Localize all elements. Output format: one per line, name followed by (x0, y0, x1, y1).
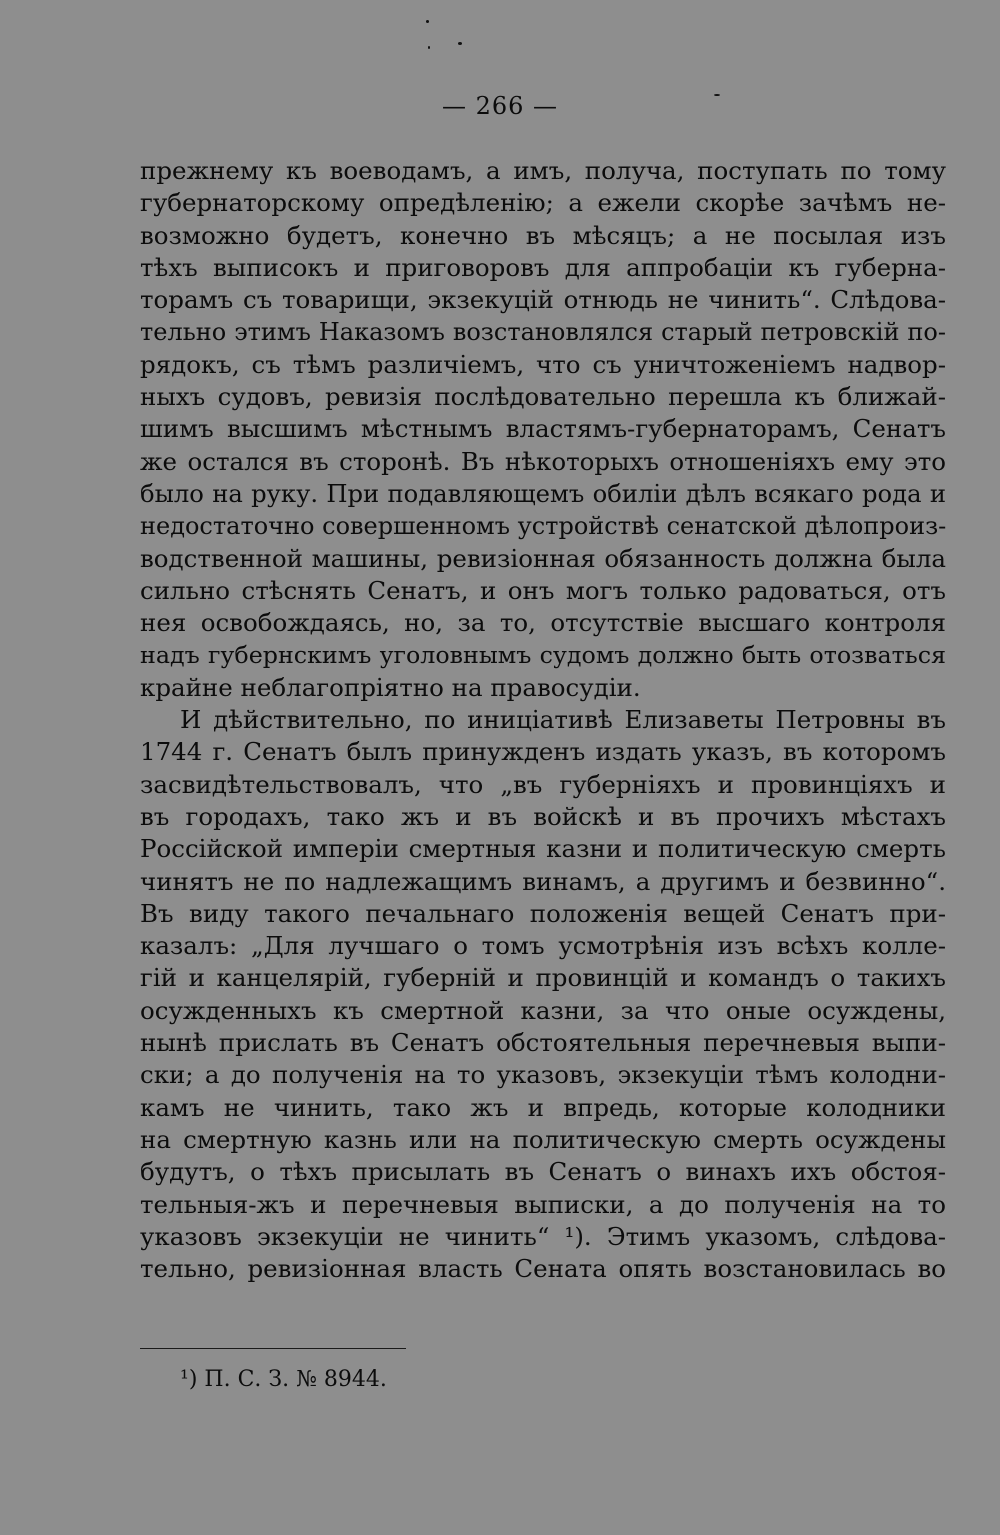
text-line: Россійской имперіи смертныя казни и политическую смерть (140, 834, 946, 864)
text-line: въ городахъ, тако жъ и въ войскѣ и въ прочихъ мѣстахъ (140, 801, 946, 831)
print-speck (458, 42, 462, 45)
text-line: будутъ, о тѣхъ присылать въ Сенатъ о винахъ ихъ обстоя- (140, 1157, 946, 1187)
print-speck (428, 46, 430, 49)
paragraph-start-line: И дѣйствительно, по иниціативѣ Елизаветы Петровны въ (180, 705, 946, 735)
text-line: тельно, ревизіонная власть Сената опять возстановилась во (140, 1254, 946, 1284)
text-line: недостаточно совершенномъ устройствѣ сенатской дѣлопроиз- (140, 512, 946, 541)
text-line: Въ виду такого печальнаго положенія вещей Сенатъ при- (140, 898, 946, 928)
text-line: прежнему къ воеводамъ, а имъ, получа, поступать по тому (140, 156, 946, 185)
text-line: гій и канцелярій, губерній и провинцій и командъ о такихъ (140, 963, 946, 993)
text-line: сильно стѣснять Сенатъ, и онъ могъ только радоваться, отъ (140, 575, 946, 605)
text-line: нынѣ прислать въ Сенатъ обстоятельныя перечневыя выпи- (140, 1028, 946, 1058)
text-line: возможно будетъ, конечно въ мѣсяцъ; а не посылая изъ (140, 220, 946, 250)
body-text (140, 155, 946, 1285)
text-line: ски; а до полученія на то указовъ, экзекуціи тѣмъ колодни- (140, 1060, 946, 1090)
text-line: на смертную казнь или на политическую смерть осуждены (140, 1124, 946, 1154)
text-line: ныхъ судовъ, ревизія послѣдовательно перешла къ ближай- (140, 382, 946, 412)
text-line: рядокъ, съ тѣмъ различіемъ, что съ уничтоженіемъ надвор- (140, 349, 946, 379)
text-line: шимъ высшимъ мѣстнымъ властямъ-губернаторамъ, Сенатъ (140, 414, 946, 444)
text-line: торамъ съ товарищи, экзекуцій отнюдь не чинить“. Слѣдова- (140, 285, 946, 315)
text-line: камъ не чинить, тако жъ и впредь, которые колодники (140, 1092, 946, 1122)
text-line: тельныя-жъ и перечневыя выписки, а до полученія на то (140, 1189, 946, 1219)
text-line: нея освобождаясь, но, за то, отсутствіе высшаго контроля (140, 608, 946, 638)
text-line: же остался въ сторонѣ. Въ нѣкоторыхъ отношеніяхъ ему это (140, 446, 946, 476)
text-line: указовъ экзекуціи не чинить“ ¹). Этимъ указомъ, слѣдова- (140, 1221, 946, 1251)
footnote-divider (140, 1348, 406, 1349)
print-speck (426, 20, 429, 23)
text-line: засвидѣтельствовалъ, что „въ губерніяхъ и провинціяхъ и (140, 769, 946, 799)
text-line: казалъ: „Для лучшаго о томъ усмотрѣнія изъ всѣхъ колле- (140, 931, 946, 961)
footnote: ¹) П. С. З. № 8944. (180, 1367, 387, 1392)
text-line: чинятъ не по надлежащимъ винамъ, а другимъ и безвинно“. (140, 866, 946, 896)
text-line: крайне неблагопріятно на правосудіи. (140, 672, 641, 702)
text-line: водственной машины, ревизіонная обязанность должна была (140, 543, 946, 573)
text-line: губернаторскому опредѣленію; а ежели скорѣе зачѣмъ не- (140, 188, 946, 218)
page-number: — 266 — (441, 92, 559, 120)
text-line: 1744 г. Сенатъ былъ принужденъ издать указъ, въ которомъ (140, 737, 946, 767)
text-line: осужденныхъ къ смертной казни, за что оные осуждены, (140, 995, 946, 1025)
text-line: тѣхъ выписокъ и приговоровъ для аппробаціи къ губерна- (140, 252, 946, 282)
text-line: было на руку. При подавляющемъ обиліи дѣлъ всякаго рода и (140, 478, 946, 508)
text-line: надъ губернскимъ уголовнымъ судомъ должно быть отозваться (140, 641, 946, 670)
text-line: тельно этимъ Наказомъ возстановлялся старый петровскій по- (140, 318, 946, 347)
